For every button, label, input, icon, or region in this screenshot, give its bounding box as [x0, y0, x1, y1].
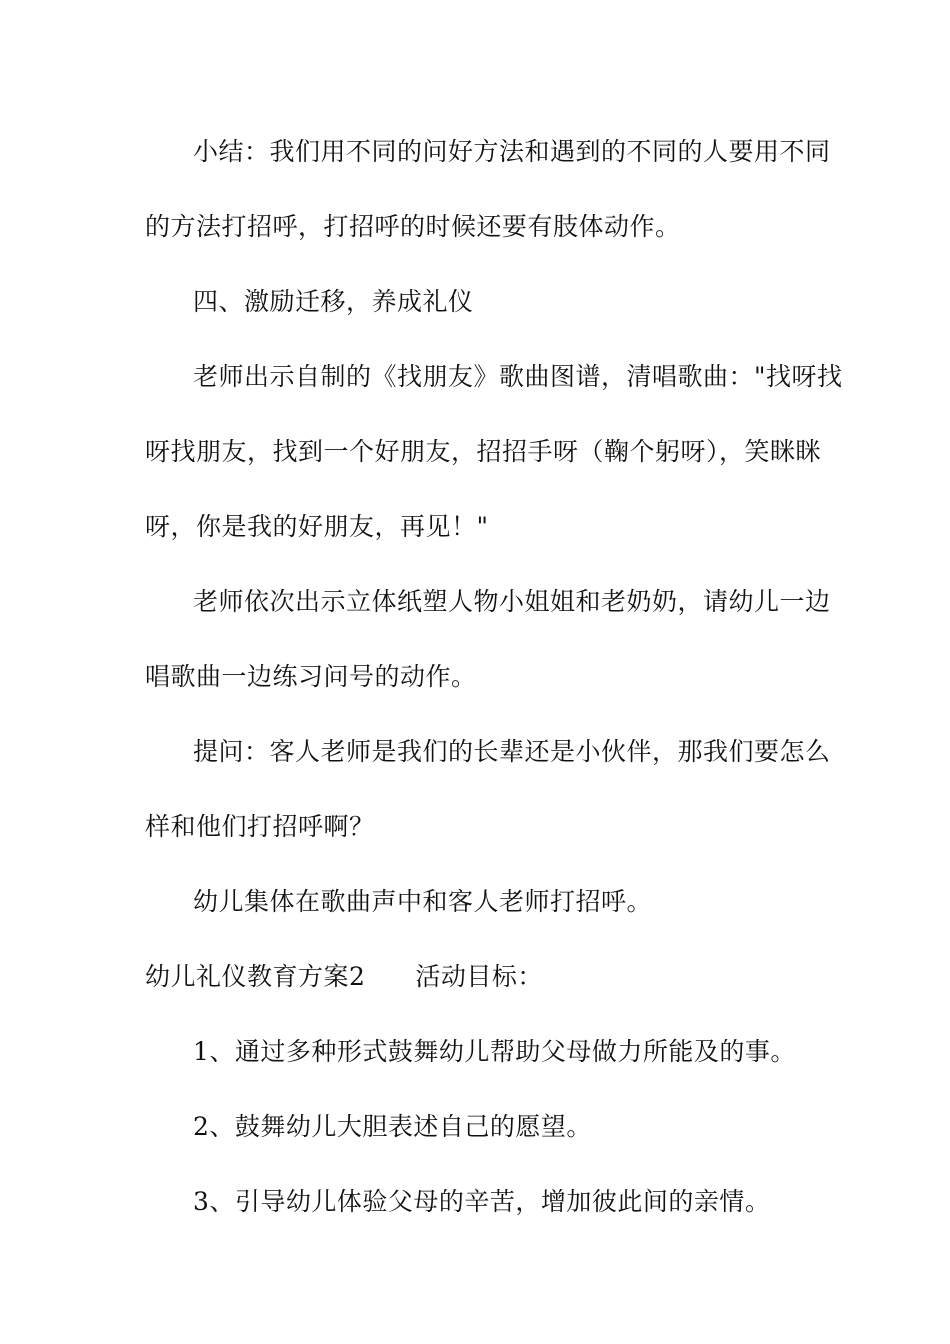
goal-item-1: 1、通过多种形式鼓舞幼儿帮助父母做力所能及的事。	[193, 1037, 796, 1066]
goal-item-3: 3、引导幼儿体验父母的辛苦，增加彼此间的亲情。	[193, 1187, 771, 1216]
section-title-line	[145, 962, 543, 992]
paragraph-song-line-1: 老师出示自制的《找朋友》歌曲图谱，清唱歌曲："找呀找	[193, 362, 843, 391]
paragraph-summary-line-2: 的方法打招呼，打招呼的时候还要有肢体动作。	[145, 212, 681, 241]
paragraph-figures-line-2: 唱歌曲一边练习问号的动作。	[145, 662, 477, 691]
section-subtitle: 活动目标：	[415, 962, 543, 991]
paragraph-summary-line-1: 小结：我们用不同的问好方法和遇到的不同的人要用不同	[193, 137, 831, 166]
goal-item-2: 2、鼓舞幼儿大胆表述自己的愿望。	[193, 1112, 592, 1141]
paragraph-song-line-3: 呀，你是我的好朋友，再见！"	[145, 512, 489, 541]
section-title: 幼儿礼仪教育方案2	[145, 962, 366, 991]
paragraph-question-line-2: 样和他们打招呼啊？	[145, 812, 375, 841]
section-heading-four: 四、激励迁移，养成礼仪	[193, 287, 474, 316]
paragraph-question-line-1: 提问：客人老师是我们的长辈还是小伙伴，那我们要怎么	[193, 737, 831, 766]
paragraph-greeting: 幼儿集体在歌曲声中和客人老师打招呼。	[193, 887, 653, 916]
paragraph-figures-line-1: 老师依次出示立体纸塑人物小姐姐和老奶奶，请幼儿一边	[193, 587, 831, 616]
paragraph-song-line-2: 呀找朋友，找到一个好朋友，招招手呀（鞠个躬呀），笑眯眯	[145, 437, 822, 466]
